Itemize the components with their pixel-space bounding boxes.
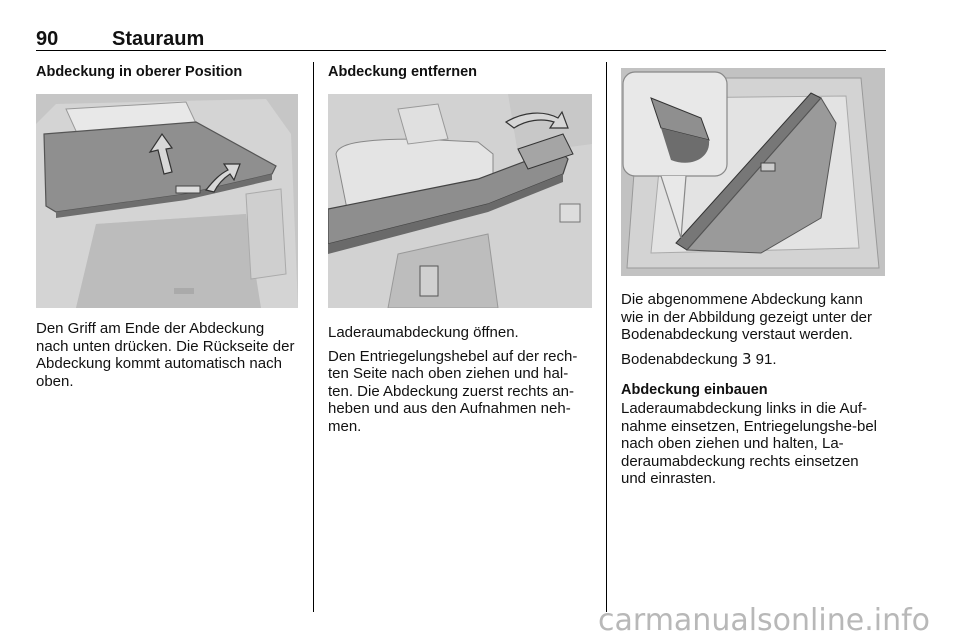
column-stow-cover [621, 68, 887, 488]
column-divider [313, 62, 314, 612]
reference-page: 91. [755, 350, 777, 368]
page-number: 90 [36, 28, 59, 50]
instruction-text: Laderaumabdeckung links in die Auf-nahme einsetzen, Entriegelungshe-bel nach oben ziehen und halten, La-deraumabdeckung rechts einsetzen und einrasten. [621, 400, 878, 487]
cross-reference [621, 351, 887, 369]
subsection-heading: Abdeckung einbauen [621, 382, 768, 398]
instruction-text: Laderaumabdeckung öffnen. [328, 324, 519, 341]
instruction-text: Den Griff am Ende der Abdeckung nach unten drücken. Die Rückseite der Abdeckung kommt automatisch nach oben. [36, 320, 295, 390]
section-heading: Abdeckung in oberer Position [36, 64, 243, 80]
reference-label: Bodenabdeckung [621, 350, 738, 368]
page-header [36, 28, 886, 51]
section-heading: Abdeckung entfernen [328, 64, 478, 80]
instruction-text: Die abgenommene Abdeckung kann wie in der Abbildung gezeigt unter der Bodenabdeckung verstaut werden. [621, 291, 873, 343]
cargo-cover-upper-position-illustration [36, 94, 298, 308]
section-title: Stauraum [112, 28, 205, 50]
cargo-cover-removal-illustration [328, 94, 592, 308]
instruction-text: Den Entriegelungshebel auf der rech-ten Seite nach oben ziehen und hal-ten. Die Abdeckung zuerst rechts an-heben und aus den Aufnahmen neh-men. [328, 347, 578, 435]
column-divider [606, 62, 607, 612]
cargo-cover-stowed-under-floor-illustration [621, 68, 885, 276]
column-upper-position [36, 62, 298, 390]
page-reference-arrow-icon: 3 [741, 349, 752, 368]
column-remove-cover [328, 62, 592, 435]
watermark: carmanualsonline.info [598, 603, 930, 638]
